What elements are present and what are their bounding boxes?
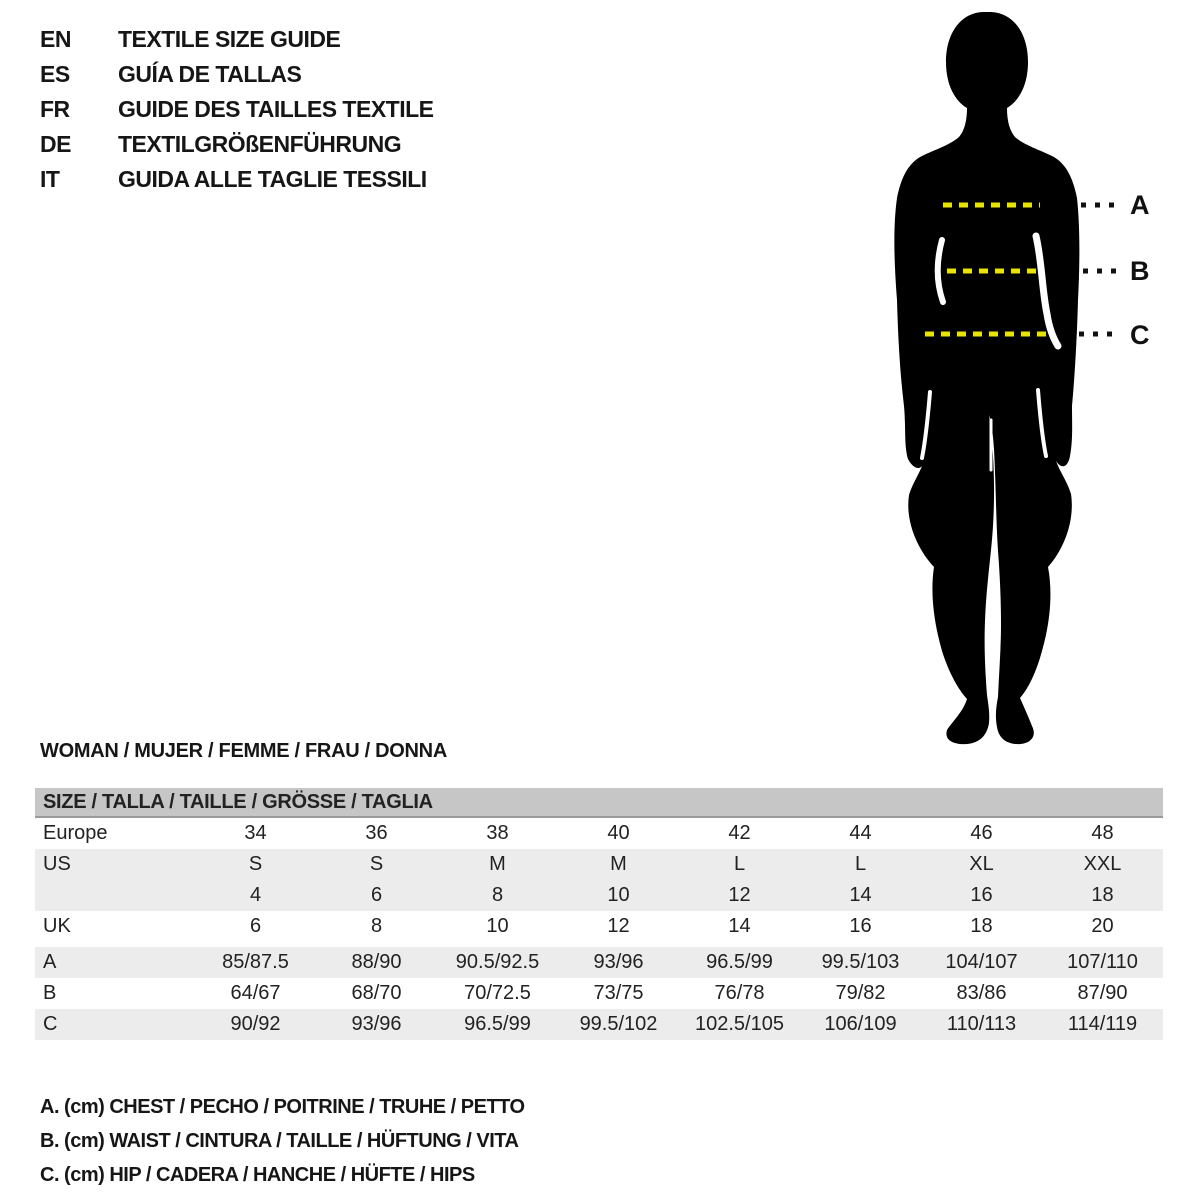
table-cell: S — [248, 853, 263, 875]
table-cell: 90/92 — [230, 1013, 281, 1035]
woman-silhouette-svg — [840, 0, 1200, 760]
table-cell: 18 — [970, 915, 993, 937]
table-cell: 85/87.5 — [222, 951, 289, 973]
table-cell: 12 — [728, 884, 751, 906]
table-cell: 73/75 — [593, 982, 644, 1004]
table-cell: 34 — [244, 822, 267, 844]
table-row — [35, 911, 1163, 942]
table-cell: 106/109 — [824, 1013, 897, 1035]
table-row — [35, 947, 1163, 978]
table-cell: 8 — [491, 884, 504, 906]
table-cell: 110/113 — [946, 1013, 1017, 1035]
table-cell: 10 — [486, 915, 509, 937]
table-cell: 6 — [370, 884, 383, 906]
lang-code-it: IT — [40, 166, 60, 192]
lang-title-de: TEXTILGRÖßENFÜHRUNG — [118, 131, 402, 157]
table-cell: 12 — [607, 915, 630, 937]
table-row-label: US — [43, 853, 71, 875]
table-row — [35, 1009, 1163, 1040]
legend-line-waist: B. (cm) WAIST / CINTURA / TAILLE / HÜFTUNG / VITA — [40, 1130, 519, 1152]
table-row — [35, 818, 1163, 849]
table-cell: 87/90 — [1077, 982, 1128, 1004]
measurement-legend — [40, 1090, 525, 1192]
lang-code-fr: FR — [40, 96, 70, 122]
table-cell: M — [610, 853, 627, 875]
size-table-body — [35, 818, 1163, 1040]
table-cell: 14 — [728, 915, 751, 937]
table-row — [35, 880, 1163, 911]
table-cell: XXL — [1083, 853, 1122, 875]
table-cell: 14 — [849, 884, 872, 906]
table-cell: 102.5/105 — [695, 1013, 784, 1035]
table-cell: 96.5/99 — [706, 951, 773, 973]
table-cell: 93/96 — [351, 1013, 402, 1035]
table-cell: 107/110 — [1067, 951, 1138, 973]
table-cell: 40 — [607, 822, 630, 844]
table-cell: 48 — [1091, 822, 1114, 844]
marker-letter-a: A — [1130, 190, 1150, 220]
table-cell: 90.5/92.5 — [455, 951, 540, 973]
legend-line-hip: C. (cm) HIP / CADERA / HANCHE / HÜFTE / HIPS — [40, 1164, 475, 1186]
lang-code-de: DE — [40, 131, 71, 157]
table-cell: 44 — [849, 822, 872, 844]
table-cell: 99.5/102 — [579, 1013, 658, 1035]
lang-row-de — [40, 131, 434, 166]
table-cell: S — [369, 853, 384, 875]
table-cell: 96.5/99 — [464, 1013, 531, 1035]
table-cell: 18 — [1091, 884, 1114, 906]
table-row-label — [35, 880, 195, 911]
lang-code-es: ES — [40, 61, 70, 87]
lang-row-it — [40, 166, 434, 201]
language-title-block — [40, 26, 434, 201]
table-cell: 76/78 — [714, 982, 765, 1004]
marker-letter-b: B — [1130, 256, 1150, 286]
table-cell: 99.5/103 — [821, 951, 900, 973]
table-cell: 104/107 — [945, 951, 1018, 973]
table-row-label: C — [43, 1013, 58, 1035]
table-row — [35, 978, 1163, 1009]
table-cell: 42 — [728, 822, 751, 844]
table-cell: XL — [969, 853, 994, 875]
legend-line-chest: A. (cm) CHEST / PECHO / POITRINE / TRUHE / PETTO — [40, 1096, 525, 1118]
table-cell: 20 — [1091, 915, 1114, 937]
table-cell: 8 — [370, 915, 383, 937]
woman-silhouette-shape — [894, 12, 1079, 744]
table-cell: 16 — [849, 915, 872, 937]
table-cell: 79/82 — [835, 982, 886, 1004]
lang-title-fr: GUIDE DES TAILLES TEXTILE — [118, 96, 434, 122]
woman-silhouette-figure — [840, 0, 1200, 760]
table-row-label: A — [43, 951, 57, 973]
table-cell: 93/96 — [593, 951, 644, 973]
lang-title-it: GUIDA ALLE TAGLIE TESSILI — [118, 166, 427, 192]
lang-row-en — [40, 26, 434, 61]
table-cell: 16 — [970, 884, 993, 906]
lang-row-fr — [40, 96, 434, 131]
table-cell: 38 — [486, 822, 509, 844]
table-row-label: Europe — [43, 822, 108, 844]
size-table-header: SIZE / TALLA / TAILLE / GRÖSSE / TAGLIA — [35, 788, 1163, 818]
lang-code-en: EN — [40, 26, 71, 52]
table-cell: L — [733, 853, 746, 875]
table-cell: 36 — [365, 822, 388, 844]
table-cell: 64/67 — [230, 982, 281, 1004]
section-title-woman: WOMAN / MUJER / FEMME / FRAU / DONNA — [40, 740, 447, 762]
table-cell: 6 — [249, 915, 262, 937]
lang-row-es — [40, 61, 434, 96]
table-cell: 10 — [607, 884, 630, 906]
table-cell: L — [854, 853, 867, 875]
table-cell: 114/119 — [1067, 1013, 1138, 1035]
size-table — [35, 788, 1163, 1040]
lang-title-en: TEXTILE SIZE GUIDE — [118, 26, 341, 52]
table-cell: 46 — [970, 822, 993, 844]
table-row-label: B — [43, 982, 57, 1004]
lang-title-es: GUÍA DE TALLAS — [118, 61, 302, 87]
table-cell: M — [489, 853, 506, 875]
table-cell: 4 — [249, 884, 262, 906]
table-row-label: UK — [43, 915, 71, 937]
table-cell: 83/86 — [956, 982, 1007, 1004]
table-cell: 70/72.5 — [464, 982, 531, 1004]
table-cell: 88/90 — [351, 951, 402, 973]
table-cell: 68/70 — [351, 982, 402, 1004]
table-row — [35, 849, 1163, 880]
marker-letter-c: C — [1130, 320, 1150, 350]
